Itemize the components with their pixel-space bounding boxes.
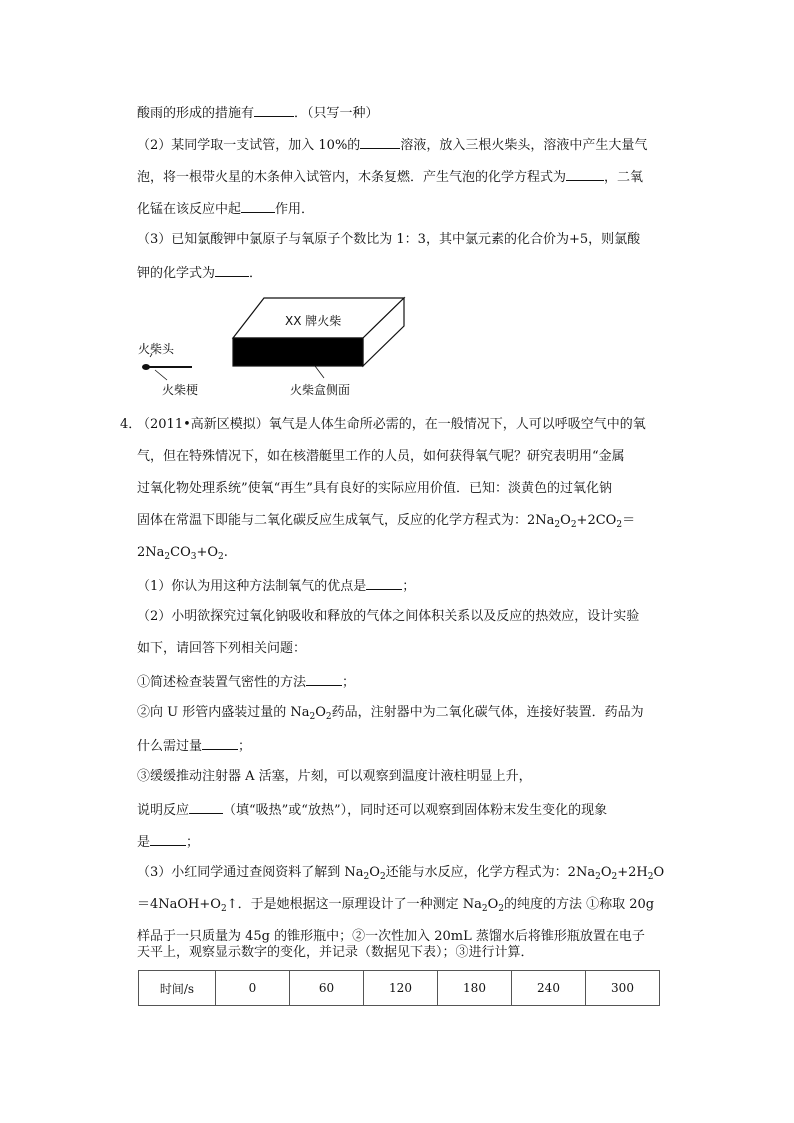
text: CO: [170, 545, 191, 560]
time-table: [138, 970, 660, 1006]
answer-blank: [306, 673, 342, 686]
q4-line-5: [137, 545, 228, 565]
answer-blank: [254, 104, 294, 117]
table-row: [139, 971, 660, 1006]
text: .: [223, 545, 228, 560]
answer-blank: [241, 200, 275, 213]
text: ＝: [622, 513, 636, 528]
box-side-label: 火柴盒侧面: [290, 383, 351, 397]
text: 的纯度的方法 ①称取 20g: [503, 897, 655, 912]
text: （2）某同学取一支试管，加入 10%的: [137, 138, 361, 153]
answer-blank: [366, 577, 402, 590]
answer-blank: [150, 833, 186, 846]
text: （2011•高新区模拟）氧气是人体生命所必需的，在一般情况下，人可以呼吸空气中的氧: [137, 417, 646, 432]
q4-step3-line-3: [137, 833, 199, 851]
text: O: [487, 897, 499, 912]
subscript: 2: [647, 872, 654, 882]
text: 作用．: [275, 202, 315, 217]
text: 药品，注射器中为二氧化碳气体，连接好装置．药品为: [331, 705, 644, 720]
text: 化锰在该反应中起: [137, 202, 242, 217]
q3-line-1: [137, 104, 379, 122]
text: 如下，请回答下列相关问题：: [137, 641, 307, 656]
text: O: [560, 513, 571, 528]
q3-part3-line-1: [137, 232, 640, 248]
answer-blank: [566, 168, 604, 181]
table-cell: 300: [586, 971, 660, 1006]
table-cell: 240: [512, 971, 586, 1006]
text: O: [653, 865, 665, 880]
subscript: 2: [481, 904, 488, 914]
text: ．（只写一种）: [294, 106, 379, 121]
box-label: XX 牌火柴: [285, 314, 342, 328]
text: ；: [342, 675, 356, 690]
text: （3）小红同学通过查阅资料了解到 Na: [137, 865, 364, 880]
subscript: 2: [616, 520, 623, 530]
subscript: 2: [611, 872, 618, 882]
q4-part2-line-2: [137, 641, 306, 657]
q4-part3-line-2: [137, 897, 654, 917]
text: 泡，将一根带火星的木条伸入试管内，木条复燃．产生气泡的化学方程式为: [137, 170, 567, 185]
table-header-cell: 时间/s: [139, 971, 216, 1006]
subscript: 2: [498, 904, 504, 914]
text: O: [315, 705, 326, 720]
text: 溶液，放入三根火柴头，溶液中产生大量气: [400, 138, 648, 153]
text: ；: [402, 579, 416, 594]
subscript: 2: [595, 872, 601, 882]
subscript: 2: [220, 904, 227, 914]
table-cell: 0: [216, 971, 290, 1006]
text: ＝4NaOH+O: [137, 897, 221, 912]
text: 天平上，观察显示数字的变化，并记录（数据见下表）；③进行计算．: [137, 945, 534, 960]
text: ↑．于是她根据这一原理设计了一种测定 Na: [226, 897, 482, 912]
q4-part3-line-1: [137, 865, 664, 885]
subscript: 2: [325, 712, 332, 722]
text: 说明反应: [137, 803, 190, 818]
subscript: 2: [218, 552, 224, 562]
leader-line: [155, 370, 167, 380]
text: 固体在常温下即能与二氧化碳反应生成氧气，反应的化学方程式为：2Na: [137, 513, 555, 528]
match-head: [142, 364, 150, 370]
text: （1）你认为用这种方法制氧气的优点是: [137, 579, 367, 594]
q4-step3-line-1: [137, 769, 532, 785]
table-cell: 180: [438, 971, 512, 1006]
subscript: 2: [309, 712, 316, 722]
q4-step2-line-2: [137, 737, 251, 755]
text: ．: [249, 266, 263, 281]
text: 酸雨的形成的措施有: [137, 106, 255, 121]
q3-part3-line-2: [137, 264, 262, 282]
q3-part2-line-1: [137, 136, 647, 154]
leader-line: [315, 366, 324, 378]
text: 样品于一只质量为 45g 的锥形瓶中；②一次性加入 20mL 蒸馏水后将锥形瓶放置在电子: [137, 929, 645, 944]
text: ；: [186, 835, 200, 850]
q4-step1: [137, 673, 355, 691]
text: 是: [137, 835, 151, 850]
q4-part3-line-4: [137, 945, 534, 961]
subscript: 2: [379, 872, 386, 882]
subscript: 3: [190, 552, 197, 562]
answer-blank: [189, 801, 223, 814]
q4-line-2: [137, 449, 625, 465]
text: +2H: [617, 865, 648, 880]
q4-line-1: [137, 417, 646, 433]
text: ②向 U 形管内盛装过量的 Na: [137, 705, 310, 720]
text: O: [369, 865, 380, 880]
subscript: 2: [570, 520, 577, 530]
q4-line-4: [137, 513, 635, 533]
text: 还能与水反应，化学方程式为：2Na: [385, 865, 596, 880]
text: ③缓缓推动注射器 A 活塞，片刻，可以观察到温度计液柱明显上升，: [137, 769, 532, 784]
q4-part1: [137, 577, 415, 595]
text: 什么需过量: [137, 739, 203, 754]
text: 气，但在特殊情况下，如在核潜艇里工作的人员，如何获得氧气呢？研究表明用“金属: [137, 449, 625, 464]
text: （3）已知氯酸钾中氯原子与氧原子个数比为 1：3，其中氯元素的化合价为+5，则氯酸: [137, 232, 641, 247]
table-cell: 60: [290, 971, 364, 1006]
answer-blank: [360, 136, 400, 149]
text: ，二氧: [604, 170, 644, 185]
subscript: 2: [164, 552, 171, 562]
text: （填“吸热”或“放热”），同时还可以观察到固体粉末发生变化的现象: [223, 803, 608, 818]
table-cell: 120: [364, 971, 438, 1006]
answer-blank: [215, 264, 249, 277]
q3-part2-line-3: [137, 200, 314, 218]
text: 2Na: [137, 545, 165, 560]
text: 钾的化学式为: [137, 266, 216, 281]
match-head-label: 火柴头: [138, 342, 175, 356]
q4-part2-line-1: [137, 609, 639, 625]
text: +2CO: [576, 513, 617, 528]
match-stick-label: 火柴梗: [162, 383, 199, 397]
text: O: [600, 865, 612, 880]
question-number: 4．: [120, 417, 142, 432]
q4-line-3: [137, 481, 612, 497]
text: ①简述检查装置气密性的方法: [137, 675, 307, 690]
text: 过氧化物处理系统”使氧“再生”具有良好的实际应用价值．已知：淡黄色的过氧化钠: [137, 481, 612, 496]
q4-step3-line-2: [137, 801, 607, 819]
matchbox-side: [233, 338, 363, 366]
q4-step2-line-1: [137, 705, 644, 725]
q4-part3-line-3: [137, 929, 645, 945]
matchbox-figure: [130, 290, 430, 406]
q3-part2-line-2: [137, 168, 643, 186]
text: （2）小明欲探究过氧化钠吸收和释放的气体之间体积关系以及反应的热效应，设计实验: [137, 609, 640, 624]
subscript: 2: [363, 872, 370, 882]
text: ；: [238, 739, 252, 754]
answer-blank: [202, 737, 238, 750]
subscript: 2: [554, 520, 561, 530]
text: +O: [196, 545, 219, 560]
